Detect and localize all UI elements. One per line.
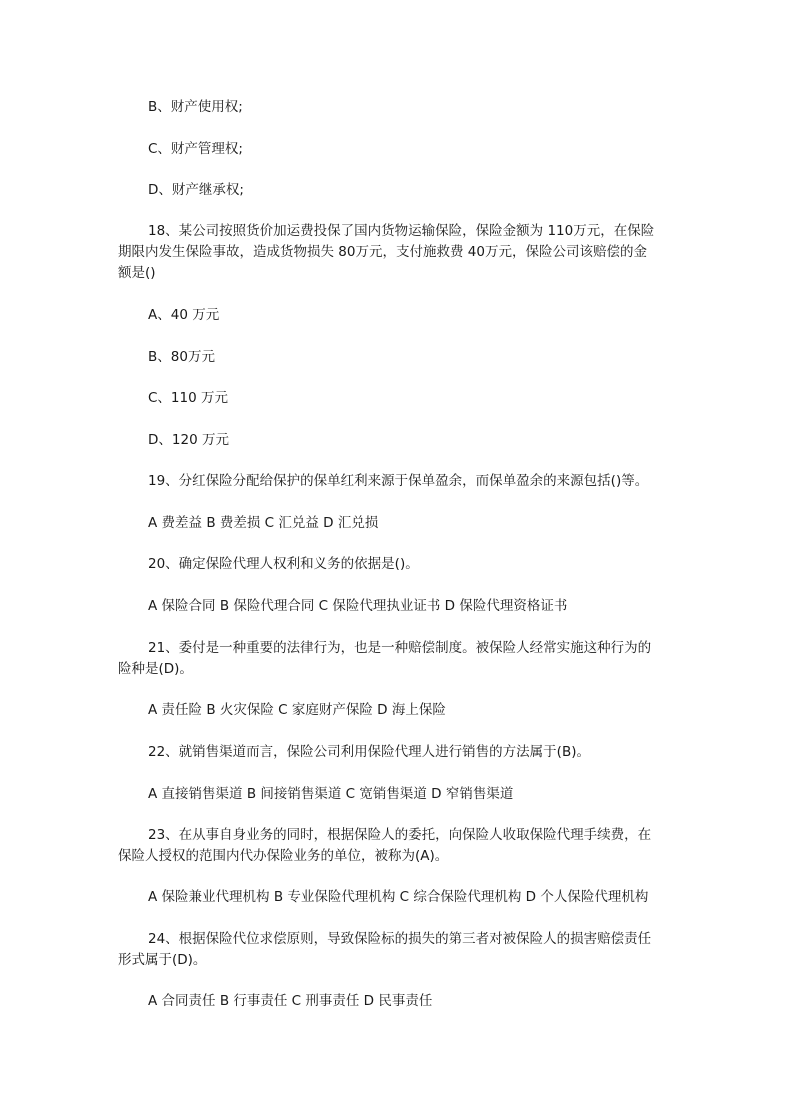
option-line: C、财产管理权; [148,141,243,157]
option-line: D、财产继承权; [148,182,244,198]
question-text: 额是() [118,265,156,281]
option-line: D、120 万元 [148,432,229,448]
option-line: A 责任险 B 火灾保险 C 家庭财产保险 D 海上保险 [148,702,446,718]
question-19: 19、分红保险分配给保护的保单红利来源于保单盈余，而保单盈余的来源包括()等。 [148,473,649,489]
question-text: 21、委付是一种重要的法律行为，也是一种赔偿制度。被保险人经常实施这种行为的 [148,640,652,656]
question-text: 形式属于(D)。 [118,952,207,968]
question-text: 保险人授权的范围内代办保险业务的单位，被称为(A)。 [118,848,449,864]
option-line: A 直接销售渠道 B 间接销售渠道 C 宽销售渠道 D 窄销售渠道 [148,786,514,802]
option-line: B、财产使用权; [148,99,243,115]
question-text: 23、在从事自身业务的同时，根据保险人的委托，向保险人收取保险代理手续费，在 [148,827,652,843]
option-line: A 合同责任 B 行事责任 C 刑事责任 D 民事责任 [148,993,433,1009]
question-text: 险种是(D)。 [118,661,193,677]
question-20: 20、确定保险代理人权利和义务的依据是()。 [148,556,419,572]
option-line: A 费差益 B 费差损 C 汇兑益 D 汇兑损 [148,515,379,531]
option-line: A、40 万元 [148,307,220,323]
option-line: A 保险合同 B 保险代理合同 C 保险代理执业证书 D 保险代理资格证书 [148,598,568,614]
question-21 [118,638,676,680]
option-line: B、80万元 [148,349,215,365]
question-text: 24、根据保险代位求偿原则，导致保险标的损失的第三者对被保险人的损害赔偿责任 [148,931,652,947]
question-text: 期限内发生保险事故，造成货物损失 80万元，支付施救费 40万元，保险公司该赔偿的金 [118,244,647,260]
question-24 [118,929,676,971]
option-line: A 保险兼业代理机构 B 专业保险代理机构 C 综合保险代理机构 D 个人保险代理机构 [148,889,649,905]
option-line: C、110 万元 [148,390,228,406]
question-text: 18、某公司按照货价加运费投保了国内货物运输保险，保险金额为 110万元，在保险 [148,223,655,239]
question-18 [118,221,676,284]
question-22: 22、就销售渠道而言，保险公司利用保险代理人进行销售的方法属于(B)。 [148,744,590,760]
question-23 [118,825,676,867]
